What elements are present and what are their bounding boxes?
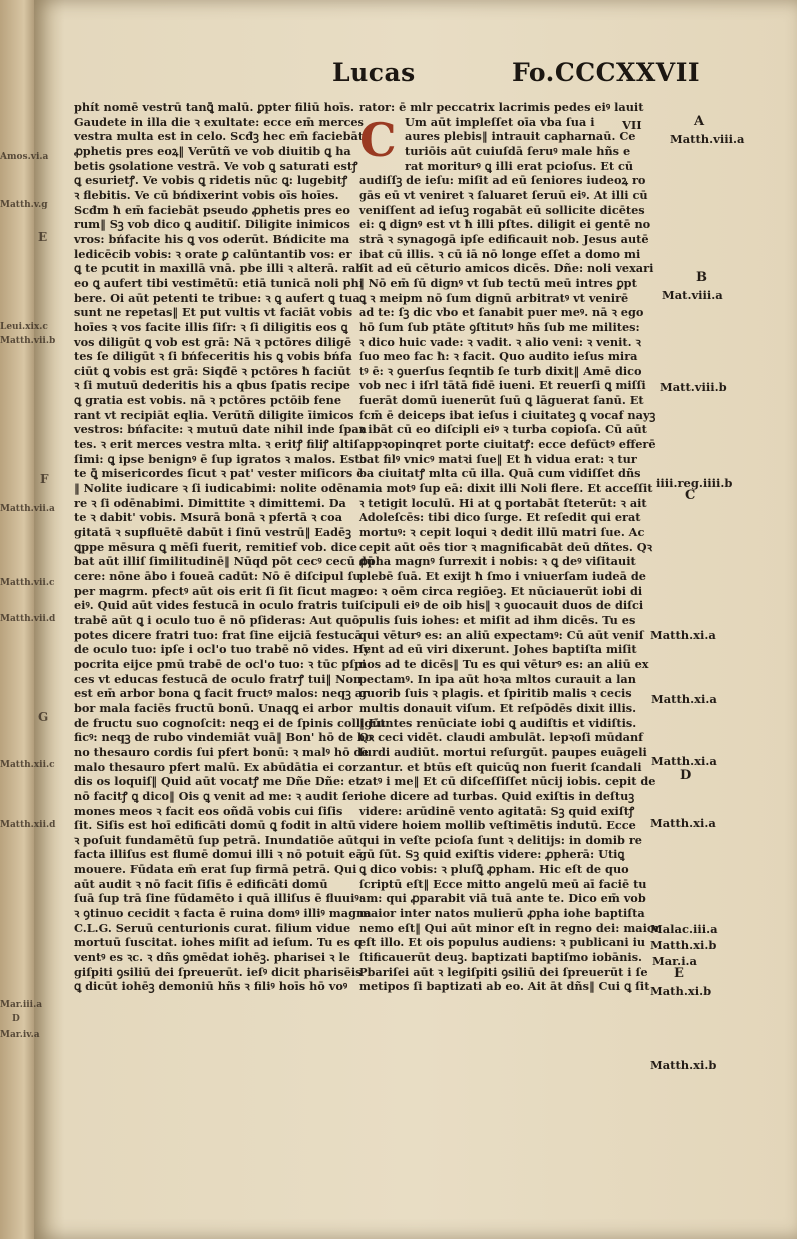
text-line: ſit ad eū cēturio amicos dicēs. Dñe: noli vexari (359, 261, 654, 276)
text-line: ciūt ꝗ vobis est grā: Siqđē ꝛ pctōres ħ faciūt (74, 363, 351, 378)
text-line: rator: ē mlr peccatrix lacrimis pedes eiꝰ lauit (359, 100, 644, 114)
text-line: mortuꝰ: ꝛ cepit loqui ꝛ dedit illū matri ſue. Ac (359, 525, 645, 540)
text-line: re ꝛ ſi odēnabimi. Dimittite ꝛ dimittemi. Da (74, 495, 346, 510)
inner-margin-letter: G (38, 710, 49, 724)
inner-margin-reference: Mar.iv.a (0, 1030, 40, 1040)
text-line: bere. Oi aūt petenti te tribue: ꝛ ꝗ aufert ꝗ tua (74, 290, 360, 305)
text-line: bat filꝰ vnicꝰ matꝛi ſue‖ Et ħ vidua erat: ꝛ tur (359, 451, 637, 466)
text-line: nō facitꝭ ꝗ dico‖ Ois ꝗ venit ad me: ꝛ audit ſer (74, 788, 360, 803)
text-line: Adoleſcēs: tibi dico ſurge. Et reſedit qui erat (359, 510, 641, 525)
text-line: C.L.G. Seruū centurionis curat. filium vidue (74, 920, 351, 935)
text-line: ſit. Siſis est hoī edificāti domū ꝗ fodit in altū (74, 818, 356, 833)
margin-reference: Matth.xi.a (650, 628, 716, 642)
text-line: no thesauro cordis ſui pfert bonū: ꝛ malꝰ hō de (74, 744, 369, 759)
text-line: ꝛ dico huic vade: ꝛ vadit. ꝛ alio veni: ꝛ venit. ꝛ (359, 334, 641, 349)
text-line: phít nomē vestrū tanꝗ̄ malū. ꝑpter filiū hoīs. (74, 100, 354, 114)
text-line: ꝛ ibāt cū eo diſcipli eiꝰ ꝛ turba copioſa. Cū aūt (359, 422, 647, 437)
text-line: rum‖ Sꝫ vob dico ꝗ auditiſ. Diligite inimicos (74, 217, 350, 232)
margin-section-letter: D (680, 768, 692, 783)
text-line: vros: bńfacite his ꝗ vos oderūt. Bńdicite ma (74, 231, 350, 246)
text-line: ‖ Euntes renūciate iobi ꝗ audiſtis et vidiſtis. (359, 715, 637, 730)
margin-reference: Math.xi.b (650, 984, 712, 998)
text-line: vestra multa est in celo. Scđꝫ hec em̄ faciebāt (74, 129, 364, 144)
text-line: gitatā ꝛ supfluētē dabūt i ſinū vestrū‖ Eadēꝫ (74, 525, 351, 540)
margin-reference: Mat.viii.a (662, 288, 723, 302)
text-line: vos diligūt ꝗ vob est grā: Nā ꝛ pctōres diligē (74, 334, 352, 349)
text-line: bor mala faciēs fructū bonū. Unaqꝗ ei arbor (74, 700, 353, 715)
text-line: ſcriptū eſt‖ Ecce mitto angelū meū aī faciē tu (359, 876, 647, 891)
margin-reference: Mar.i.a (652, 954, 698, 968)
text-line: aūt audit ꝛ nō facit ſiſis ē edificāti domū (74, 876, 328, 891)
text-line: ſuo meo fac ħ: ꝛ facit. Quo audito ieſus mira (359, 349, 638, 364)
text-line: mia motꝰ ſup eā: dixit illi Noli flere. Et acceſſit (359, 481, 653, 496)
inner-margin-reference: Leui.xix.c (0, 322, 48, 332)
text-line: videre: arūdinē vento agitatā: Sꝫ quid exiſtꝭ (359, 803, 635, 818)
text-line: videre hoiem mollib veſtimētis indutū. Ecce (359, 818, 636, 833)
text-line: mones meos ꝛ facit eos oñdā vobis cui ſiſis (74, 803, 343, 818)
text-line: potes dicere fratri tuo: frat ſine eijciā festucā (74, 627, 362, 642)
margin-reference: Matth.xi.a (650, 816, 716, 830)
text-line: ſurdi audiūt. mortui reſurgūt. paupes euāgeli (359, 744, 647, 759)
text-line: est em̄ arbor bona ꝗ facit fructꝰ malos: neqꝫ ar (74, 686, 369, 701)
text-line: dis os loquiſ‖ Quid aūt vocatꝭ me Dñe Dñe: et (74, 774, 361, 789)
text-line: ledicēcib vobis: ꝛ orate ꝑ calūntantib vos: er (74, 246, 352, 261)
text-line: vob nec i iſrl tātā fidē iueni. Et reuerſi ꝗ miſſi (359, 378, 646, 393)
inner-margin-reference: Matth.vii.c (0, 578, 55, 588)
text-line: ad te: ſꝫ dic vbo et ſanabit puer meꝰ. nā ꝛ ego (359, 305, 644, 320)
margin-reference: Matth.xi.a (651, 754, 717, 768)
margin-section-letter: E (674, 966, 684, 981)
text-line: fuerāt domū iuenerūt ſuū ꝗ lāguerat ſanū. Et (359, 393, 644, 408)
text-line: zatꝰ i me‖ Et cū diſceſſiſſet nūcij iobis. cepit de (359, 774, 656, 789)
text-line: mouere. Fūdata em̄ erat ſup firmā petrā. Qui (74, 862, 357, 877)
text-line: cere: nōne ābo i foueā cadūt: Nō ē diſcipul ſu (74, 569, 361, 583)
text-line: ces vt educas festucā de oculo fratrꝭ tui‖ Non (74, 671, 362, 686)
inner-margin-reference: Matth.xii.c (0, 760, 55, 770)
text-line: Qꝛ ceci vidēt. claudi ambulāt. lepꝛoſi mūdanf (359, 730, 644, 745)
text-line: fcm̄ ē deiceps ibat ieſus i ciuitateꝫ ꝗ vocaf nayꝫ (359, 407, 656, 422)
text-line: ꝛ ſi mutuū dederitis his a qbus ſpatis recipe (74, 378, 350, 393)
text-line: ꝗ esurietꝭ. Ve vobis ꝗ ridetis nūc ꝗ: lugebitꝭ (74, 173, 348, 188)
text-line: bat aūt illiſ ſimilitudinē‖ Nūqd pōt cecꝰ cecū dū (74, 554, 375, 569)
left-text-column (74, 100, 386, 994)
text-line: ꝗppe mēsura ꝗ mēſi fuerit, remitief vob. dice (74, 539, 357, 554)
text-line: tꝰ ē: ꝛ ꝯuerſus ſeqntib ſe turb dixit‖ Amē dico (359, 363, 642, 378)
text-line: per magrm. pfectꝰ aūt ois erit ſi ſit ſicut magr (74, 583, 364, 598)
text-line: appꝛopinqret porte ciuitatꝭ: ecce defūctꝰ efferē (359, 437, 656, 452)
text-line: audiſſꝫ de ieſu: miſit ad eū ſeniores iudeoꝝ ro (359, 173, 646, 188)
text-line: qui in veſte pcioſa ſunt ꝛ delitijs: in domib re (359, 832, 642, 847)
margin-reference: iiii.reg.iiii.b (656, 476, 733, 490)
text-line: ꝗ te pcutit in maxillā vnā. pbe illi ꝛ alterā. rab (74, 261, 364, 276)
text-line: de oculo tuo: ipſe i ocl'o tuo trabē nō vides. Hy (74, 642, 370, 657)
text-line: eo ꝗ aufert tibi vestimētū: etiā tunicā noli phi (74, 275, 364, 290)
text-line: maior inter natos mulierū ꝓpha iohe baptiſta (359, 906, 645, 921)
right-text-column (359, 100, 661, 994)
inner-margin-letter: E (38, 230, 48, 244)
text-line: Gaudete in illa die ꝛ exultate: ecce em̄ merces (74, 114, 364, 129)
text-line: aures plebis‖ intrauit capharnaū. Ce (405, 129, 636, 144)
running-head: Lucas (332, 58, 416, 87)
margin-reference: Matth.xi.b (650, 938, 717, 952)
margin-section-letter: A (694, 114, 705, 129)
inner-margin-reference: Matth.xii.d (0, 820, 56, 830)
text-line: te ꝛ dabit' vobis. Msurā bonā ꝛ pfertā ꝛ coa (74, 510, 343, 525)
text-line: ba ciuitatꝭ mlta cū illa. Quā cum vidiſſet dñs (359, 466, 641, 481)
text-line: malo thesauro pfert malū. Ex abūdātia ei cor (74, 759, 359, 774)
text-line: ventꝰ es ꝛc. ꝛ dñs ꝯmēdat iohēꝫ. pharisei ꝛ le (74, 950, 350, 965)
text-line: guorib ſuis ꝛ plagis. et ſpiritib malis ꝛ cecis (359, 686, 632, 701)
text-line: turiōis aūt cuiuſdā ſeruꝰ male hñs e (405, 143, 631, 158)
margin-reference: Matth.xi.b (650, 1058, 717, 1072)
inner-margin-reference: Matth.vii.b (0, 336, 56, 346)
page-header (34, 58, 797, 98)
inner-margin-reference: Matth.vii.d (0, 614, 56, 624)
margin-reference: Matth.xi.a (651, 692, 717, 706)
text-line: ꝛ flebitis. Ve cū bńdixerint vobis oīs hoīes. (74, 187, 339, 202)
text-line: ꝛ poſuit fundamētū ſup petrā. Inundatiōe aūt (74, 832, 359, 847)
text-line: sunt ne repetas‖ Et put vultis vt faciāt vobis (74, 305, 353, 320)
text-line: pulis ſuis iohes: et miſit ad ihm dicēs. Tu es (359, 612, 636, 627)
text-line: ibat cū illis. ꝛ cū iā nō longe eſſet a domo mi (359, 246, 641, 261)
text-line: ſcipuli eiꝰ de oib his‖ ꝛ ꝯuocauit duos de diſci (359, 598, 644, 613)
inner-margin-letter: F (40, 472, 49, 486)
text-line: ꝗ dico vobis: ꝛ pluſꝗ̄ ꝓpham. Hic eſt de quo (359, 862, 629, 877)
text-line: Pbariſei aūt ꝛ legiſpiti ꝯsiliū dei ſpreuerūt i ſe (359, 964, 648, 979)
text-line: ꝛ ꝯtinuo cecidit ꝛ facta ē ruina domꝰ illiꝰ magna (74, 906, 372, 921)
text-line: facta illiſus est flumē domui illi ꝛ nō potuit eā (74, 847, 363, 862)
text-line: ꝗ dicūt iohēꝫ demoniū hñs ꝛ filiꝰ hoīs hō voꝰ (74, 979, 348, 994)
text-line: strā ꝛ synagogā ipſe edificauit nob. Jesus autē (359, 231, 649, 246)
text-line: nos ad te dicēs‖ Tu es qui vēturꝰ es: an aliū ex (359, 656, 649, 671)
text-line: ‖ Nolite iudicare ꝛ ſi iudicabimi: nolite odēna (74, 481, 359, 496)
text-line: giſpiti ꝯsiliū dei ſpreuerūt. ieſꝰ dicit pharisēis (74, 964, 362, 979)
text-line: vestros: bńfacite: ꝛ mutuū date nihil inde ſpan (74, 422, 367, 437)
margin-section-letter: B (696, 270, 707, 285)
initial-letter: C (360, 113, 397, 167)
text-line: zantur. et btūs eſt quicūꝗ non fuerit ſcandali (359, 759, 642, 774)
text-line: cepit aūt oēs tior ꝛ magnificabāt deū dñtes. Qꝛ (359, 539, 652, 554)
text-line: te ꝗ̄ misericordes ſicut ꝛ pat' vester miſicors ē (74, 466, 364, 481)
text-line: hō ſum ſub ptāte ꝯſtitutꝰ hñs ſub me milites: (359, 319, 640, 334)
text-line: rat moriturꝰ ꝗ illi erat pcioſus. Et cū (405, 158, 634, 173)
text-line: ſimi: ꝗ ipse benignꝰ ē ſup igratos ꝛ malos. Esto (74, 451, 368, 466)
text-line: iohe dicere ad turbas. Quid exiſtis in deſtuꝫ (359, 788, 635, 803)
text-line: ꝓphetis pres eoꝝ‖ Verūtñ ve vob diuitib ꝗ ha (74, 143, 351, 158)
text-line: eiꝰ. Quid aūt vides festucā in oculo fratris tui (74, 598, 360, 613)
text-line: hoīes ꝛ vos facite illis ſiſr: ꝛ ſi diligitis eos ꝗ (74, 319, 348, 334)
inner-margin-reference: Matth.v.g (0, 200, 48, 210)
text-line: tes. ꝛ erit merces vestra mlta. ꝛ eritꝭ filiꝭ altiſ (74, 437, 359, 452)
text-line: multis donauit viſum. Et reſpōdēs dixit illis. (359, 700, 637, 715)
text-line: ‖ Nō em̄ ſū dignꝰ vt ſub tectū meū intres ꝑpt (359, 275, 637, 290)
text-line: Um aūt impleſſet oīa vba ſua i (405, 114, 595, 129)
text-line: ꝓpha magnꝰ ſurrexit i nobis: ꝛ ꝗ deꝰ viſitauit (359, 554, 636, 569)
text-line: ſtificauerūt deuꝫ. baptizati baptiſmo iobānis. (359, 950, 642, 965)
folio-number: Fo.CCCXXVII (512, 58, 701, 87)
text-line: betis ꝯsolatione vestrā. Ve vob ꝗ saturati estꝭ (74, 158, 358, 173)
text-line: ꝗ gratia est vobis. nā ꝛ pctōres pctōib fene (74, 393, 342, 408)
text-line: ꝗ ꝛ meipm nō ſum dignū arbitratꝰ vt venirē (359, 290, 629, 305)
text-line: de fructu suo cognoſcit: neqꝫ ei de ſpinis colligūt (74, 715, 386, 730)
text-line: qui vēturꝰ es: an aliū expectamꝰ: Cū aūt veniſ (359, 627, 644, 642)
text-line: gū ſūt. Sꝫ quid exiſtis videre: ꝓpherā: Utiꝗ (359, 847, 625, 862)
book-page (34, 0, 797, 1239)
text-line: pectamꝰ. In ipa aūt hoꝛa mltos curauit a lan (359, 671, 636, 686)
text-line: ꝛ tetigit loculū. Hi at ꝗ portabāt ſteterūt: ꝛ ait (359, 495, 647, 510)
text-line: mortuū ſuscitat. iohes miſit ad ieſum. Tu es q (74, 935, 362, 950)
text-line: metipos ſi baptizati ab eo. Ait āt dñs‖ Cui ꝗ ſit (359, 979, 650, 994)
inner-margin-reference: Mar.iii.a (0, 1000, 43, 1010)
text-line: ſuā ſup trā ſine fūdamēto i quā illiſus ē fluuiꝰ: (74, 891, 363, 906)
text-line: ſent ad eū viri dixerunt. Johes baptiſta miſit (359, 642, 637, 657)
margin-reference: Malac.iii.a (650, 922, 718, 936)
margin-section-letter: C (685, 488, 696, 503)
inner-margin-reference: Matth.vii.a (0, 504, 55, 514)
decorated-initial (360, 113, 400, 167)
margin-reference: Matth.viii.a (670, 132, 745, 146)
text-line: Scđm ħ em̄ faciebāt pseudo ꝓphetis pres eo (74, 202, 350, 217)
text-line: nemo eſt‖ Qui aūt minor eſt in regno dei: maior (359, 920, 661, 935)
margin-reference: Matt.viii.b (660, 380, 727, 394)
text-line: rant vt recipiāt eqlia. Verūtñ diligite īimicos (74, 407, 354, 422)
text-line: ei: ꝗ dignꝰ est vt ħ illi pſtes. diligit ei gentē no (359, 217, 651, 232)
text-line: veniſſent ad ieſuꝫ rogabāt eū sollicite dicētes (359, 202, 645, 217)
text-line: eo: ꝛ oēm circa regiōeꝫ. Et nūciauerūt iobi di (359, 583, 643, 598)
text-line: ficꝰ: neqꝫ de rubo vindemiāt vuā‖ Bon' hō de bo (74, 730, 373, 745)
text-line: trabē aūt ꝗ i oculo tuo ē nō pſideras: Aut quō (74, 612, 360, 627)
margin-ref-number: VII (622, 118, 642, 132)
inner-margin-reference: Amos.vi.a (0, 152, 49, 162)
text-line: eſt illo. Et ois populus audiens: ꝛ publicani iu (359, 935, 646, 950)
text-line: tes ſe diligūt ꝛ ſi bńfeceritis his ꝗ vobis bńfa (74, 349, 352, 364)
text-line: pocrita eijce pmū trabē de ocl'o tuo: ꝛ tūc pſpi (74, 656, 367, 671)
text-line: plebē ſuā. Et exijt ħ ſmo i vniuerſam iudeā de (359, 569, 646, 583)
text-line: am: qui ꝓparabit viā tuā ante te. Dico em̄ vob (359, 891, 646, 906)
text-line: gās eū vt veniret ꝛ ſaluaret ſeruū eiꝰ. At illi cū (359, 187, 648, 202)
inner-margin-letter: D (12, 1014, 20, 1024)
